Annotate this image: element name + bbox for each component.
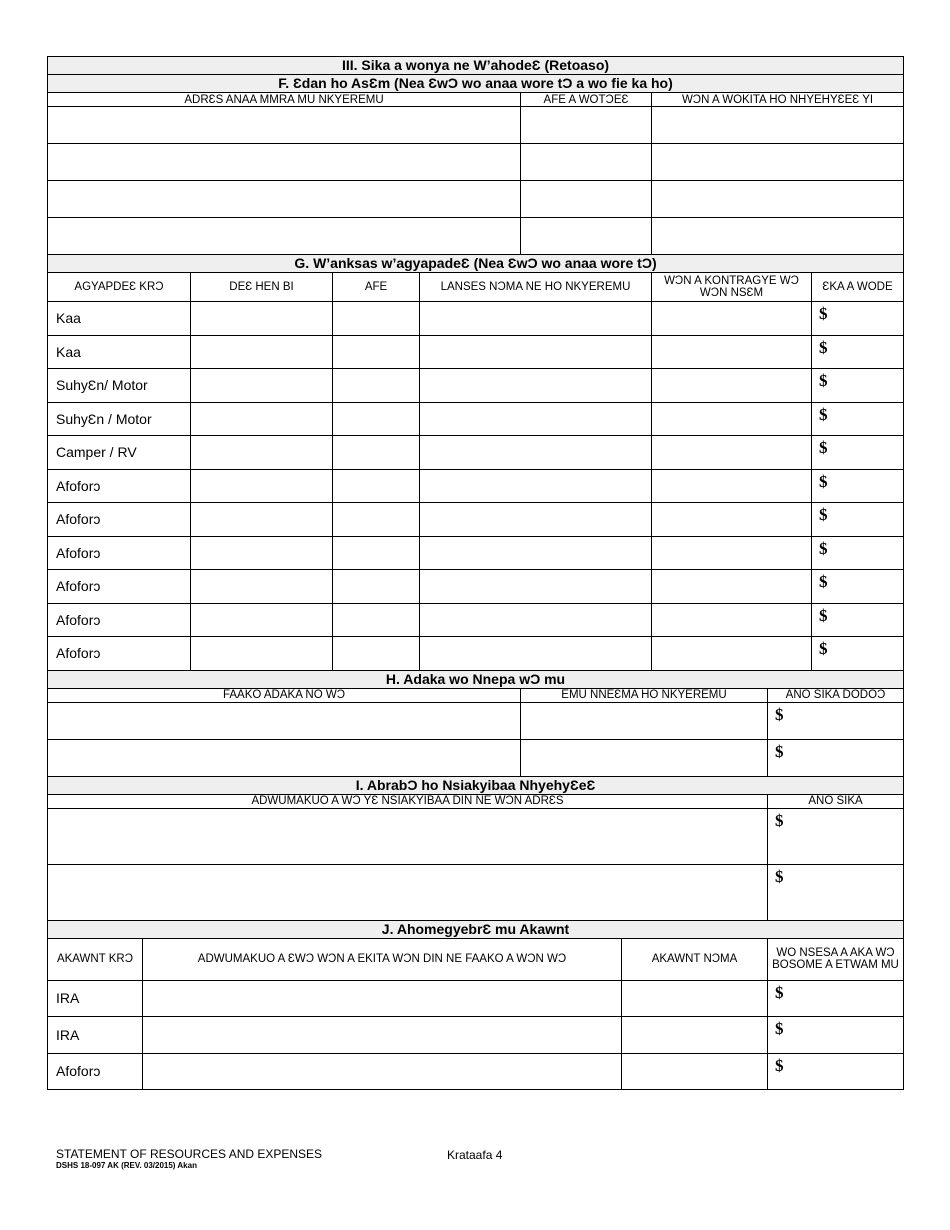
amount-owed-field[interactable]: $ bbox=[812, 637, 904, 671]
license-field[interactable] bbox=[420, 503, 652, 537]
table-row bbox=[48, 702, 904, 739]
year-field[interactable] bbox=[333, 436, 420, 470]
col-owners-header: WƆN A WOKITA HO NHYEHYƐEƐ YI bbox=[652, 93, 904, 107]
col-year-header: AFE A WOTƆEƐ bbox=[521, 93, 652, 107]
balance-field[interactable]: $ bbox=[768, 980, 904, 1017]
amount-owed-field[interactable]: $ bbox=[812, 302, 904, 336]
contract-holders-field[interactable] bbox=[652, 503, 812, 537]
account-type-label: Afoforɔ bbox=[48, 1053, 143, 1090]
section-h-title: H. Adaka wo Nnepa wƆ mu bbox=[48, 670, 904, 688]
owners-field[interactable] bbox=[652, 107, 904, 144]
license-field[interactable] bbox=[420, 570, 652, 604]
section-j-title: J. AhomegyebrƐ mu Akawnt bbox=[48, 920, 904, 938]
table-row bbox=[48, 436, 904, 470]
account-number-field[interactable] bbox=[622, 1017, 768, 1054]
contract-holders-field[interactable] bbox=[652, 436, 812, 470]
face-value-field[interactable]: $ bbox=[768, 808, 904, 864]
section-j-table bbox=[47, 920, 904, 1091]
table-row bbox=[48, 218, 904, 255]
license-field[interactable] bbox=[420, 302, 652, 336]
make-field[interactable] bbox=[191, 369, 333, 403]
institution-field[interactable] bbox=[143, 1053, 622, 1090]
table-row bbox=[48, 739, 904, 776]
make-field[interactable] bbox=[191, 503, 333, 537]
col-address-header: ADRƐS ANAA MMRA MU NKYEREMU bbox=[48, 93, 521, 107]
contract-holders-field[interactable] bbox=[652, 637, 812, 671]
license-field[interactable] bbox=[420, 402, 652, 436]
table-row bbox=[48, 1053, 904, 1090]
table-row bbox=[48, 469, 904, 503]
license-field[interactable] bbox=[420, 469, 652, 503]
col-institution-header: ADWUMAKUO A ƐWƆ WƆN A EKITA WƆN DIN NE FAAKO A WƆN WƆ bbox=[143, 938, 622, 980]
year-field[interactable] bbox=[333, 637, 420, 671]
section-i-title: I. AbrabƆ ho Nsiakyibaa NhyehyƐeƐ bbox=[48, 776, 904, 794]
table-row bbox=[48, 570, 904, 604]
table-row bbox=[48, 144, 904, 181]
institution-field[interactable] bbox=[143, 980, 622, 1017]
contract-holders-field[interactable] bbox=[652, 369, 812, 403]
account-type-label: IRA bbox=[48, 980, 143, 1017]
table-row bbox=[48, 1017, 904, 1054]
section-h-table bbox=[47, 670, 904, 777]
table-row bbox=[48, 808, 904, 864]
make-field[interactable] bbox=[191, 570, 333, 604]
year-field[interactable] bbox=[333, 603, 420, 637]
property-type-label: Afoforɔ bbox=[48, 503, 191, 537]
year-field[interactable] bbox=[333, 570, 420, 604]
owners-field[interactable] bbox=[652, 144, 904, 181]
year-field[interactable] bbox=[521, 107, 652, 144]
balance-field[interactable]: $ bbox=[768, 1017, 904, 1054]
table-row bbox=[48, 369, 904, 403]
institution-field[interactable] bbox=[143, 1017, 622, 1054]
contents-field[interactable] bbox=[521, 702, 768, 739]
owners-field[interactable] bbox=[652, 181, 904, 218]
property-type-label: Afoforɔ bbox=[48, 536, 191, 570]
table-row bbox=[48, 402, 904, 436]
year-field[interactable] bbox=[521, 218, 652, 255]
face-value-field[interactable]: $ bbox=[768, 864, 904, 920]
property-type-label: Afoforɔ bbox=[48, 570, 191, 604]
col-make-header: DEƐ HEN BI bbox=[191, 273, 333, 302]
col-contract-holders-header: WƆN A KONTRAGYE WƆ WƆN NSƐM bbox=[652, 273, 812, 302]
col-year-header: AFE bbox=[333, 273, 420, 302]
contract-holders-field[interactable] bbox=[652, 603, 812, 637]
box-location-field[interactable] bbox=[48, 739, 521, 776]
col-property-type-header: AGYAPDEƐ KRƆ bbox=[48, 273, 191, 302]
year-field[interactable] bbox=[333, 302, 420, 336]
contract-holders-field[interactable] bbox=[652, 536, 812, 570]
year-field[interactable] bbox=[333, 503, 420, 537]
make-field[interactable] bbox=[191, 603, 333, 637]
contents-field[interactable] bbox=[521, 739, 768, 776]
form-page bbox=[47, 56, 903, 1090]
col-insurer-header: ADWUMAKUO A WƆ YƐ NSIAKYIBAA DIN NE WƆN ADRƐS bbox=[48, 794, 768, 808]
owners-field[interactable] bbox=[652, 218, 904, 255]
amount-owed-field[interactable]: $ bbox=[812, 402, 904, 436]
make-field[interactable] bbox=[191, 302, 333, 336]
balance-field[interactable]: $ bbox=[768, 1053, 904, 1090]
contract-holders-field[interactable] bbox=[652, 302, 812, 336]
col-box-location-header: FAAKO ADAKA NO WƆ bbox=[48, 688, 521, 702]
table-row bbox=[48, 603, 904, 637]
year-field[interactable] bbox=[333, 402, 420, 436]
contract-holders-field[interactable] bbox=[652, 335, 812, 369]
page-number: Krataafa 4 bbox=[447, 1148, 503, 1162]
table-row bbox=[48, 637, 904, 671]
property-type-label: Kaa bbox=[48, 302, 191, 336]
insurer-field[interactable] bbox=[48, 864, 768, 920]
account-number-field[interactable] bbox=[622, 980, 768, 1017]
license-field[interactable] bbox=[420, 603, 652, 637]
address-field[interactable] bbox=[48, 144, 521, 181]
year-field[interactable] bbox=[521, 181, 652, 218]
amount-owed-field[interactable]: $ bbox=[812, 536, 904, 570]
col-account-number-header: AKAWNT NƆMA bbox=[622, 938, 768, 980]
property-type-label: SuhyƐn/ Motor bbox=[48, 369, 191, 403]
address-field[interactable] bbox=[48, 107, 521, 144]
year-field[interactable] bbox=[333, 469, 420, 503]
make-field[interactable] bbox=[191, 469, 333, 503]
year-field[interactable] bbox=[521, 144, 652, 181]
table-row bbox=[48, 980, 904, 1017]
contract-holders-field[interactable] bbox=[652, 402, 812, 436]
make-field[interactable] bbox=[191, 637, 333, 671]
form-code: DSHS 18-097 AK (REV. 03/2015) Akan bbox=[56, 1161, 197, 1170]
property-type-label: Camper / RV bbox=[48, 436, 191, 470]
license-field[interactable] bbox=[420, 369, 652, 403]
insurer-field[interactable] bbox=[48, 808, 768, 864]
license-field[interactable] bbox=[420, 436, 652, 470]
section-f-table bbox=[47, 56, 904, 255]
property-type-label: Afoforɔ bbox=[48, 469, 191, 503]
address-field[interactable] bbox=[48, 218, 521, 255]
contract-holders-field[interactable] bbox=[652, 469, 812, 503]
address-field[interactable] bbox=[48, 181, 521, 218]
year-field[interactable] bbox=[333, 536, 420, 570]
amount-owed-field[interactable]: $ bbox=[812, 369, 904, 403]
property-type-label: SuhyƐn / Motor bbox=[48, 402, 191, 436]
make-field[interactable] bbox=[191, 436, 333, 470]
col-amount-owed-header: ƐKA A WODE bbox=[812, 273, 904, 302]
license-field[interactable] bbox=[420, 536, 652, 570]
year-field[interactable] bbox=[333, 369, 420, 403]
col-license-header: LANSES NƆMA NE HO NKYEREMU bbox=[420, 273, 652, 302]
table-row bbox=[48, 335, 904, 369]
footer bbox=[56, 1148, 322, 1171]
amount-owed-field[interactable]: $ bbox=[812, 570, 904, 604]
table-row bbox=[48, 302, 904, 336]
section-f-title: F. Ɛdan ho AsƐm (Nea ƐwƆ wo anaa wore tƆ a wo fie ka ho) bbox=[48, 75, 904, 93]
col-account-type-header: AKAWNT KRƆ bbox=[48, 938, 143, 980]
property-type-label: Afoforɔ bbox=[48, 637, 191, 671]
table-row bbox=[48, 107, 904, 144]
account-type-label: IRA bbox=[48, 1017, 143, 1054]
box-location-field[interactable] bbox=[48, 702, 521, 739]
section-i-table bbox=[47, 776, 904, 921]
amount-owed-field[interactable]: $ bbox=[812, 603, 904, 637]
license-field[interactable] bbox=[420, 637, 652, 671]
contract-holders-field[interactable] bbox=[652, 570, 812, 604]
table-row bbox=[48, 181, 904, 218]
col-contents-header: EMU NNEƐMA HO NKYEREMU bbox=[521, 688, 768, 702]
col-face-value-header: ANO SIKA bbox=[768, 794, 904, 808]
amount-owed-field[interactable]: $ bbox=[812, 335, 904, 369]
form-title: STATEMENT OF RESOURCES AND EXPENSES bbox=[56, 1147, 323, 1161]
license-field[interactable] bbox=[420, 335, 652, 369]
value-field[interactable]: $ bbox=[768, 739, 904, 776]
account-number-field[interactable] bbox=[622, 1053, 768, 1090]
amount-owed-field[interactable]: $ bbox=[812, 469, 904, 503]
amount-owed-field[interactable]: $ bbox=[812, 503, 904, 537]
year-field[interactable] bbox=[333, 335, 420, 369]
property-type-label: Kaa bbox=[48, 335, 191, 369]
table-row bbox=[48, 864, 904, 920]
amount-owed-field[interactable]: $ bbox=[812, 436, 904, 470]
section-iii-title: III. Sika a wonya ne W’ahodeƐ (Retoaso) bbox=[48, 57, 904, 75]
table-row bbox=[48, 536, 904, 570]
value-field[interactable]: $ bbox=[768, 702, 904, 739]
col-value-header: ANO SIKA DODOƆ bbox=[768, 688, 904, 702]
table-row bbox=[48, 503, 904, 537]
col-balance-header: WO NSESA A AKA WƆ BOSOME A ETWAM MU bbox=[768, 938, 904, 980]
make-field[interactable] bbox=[191, 536, 333, 570]
section-g-title: G. W’anksas w’agyapadeƐ (Nea ƐwƆ wo anaa wore tƆ) bbox=[48, 255, 904, 273]
property-type-label: Afoforɔ bbox=[48, 603, 191, 637]
make-field[interactable] bbox=[191, 335, 333, 369]
make-field[interactable] bbox=[191, 402, 333, 436]
section-g-table bbox=[47, 254, 904, 671]
